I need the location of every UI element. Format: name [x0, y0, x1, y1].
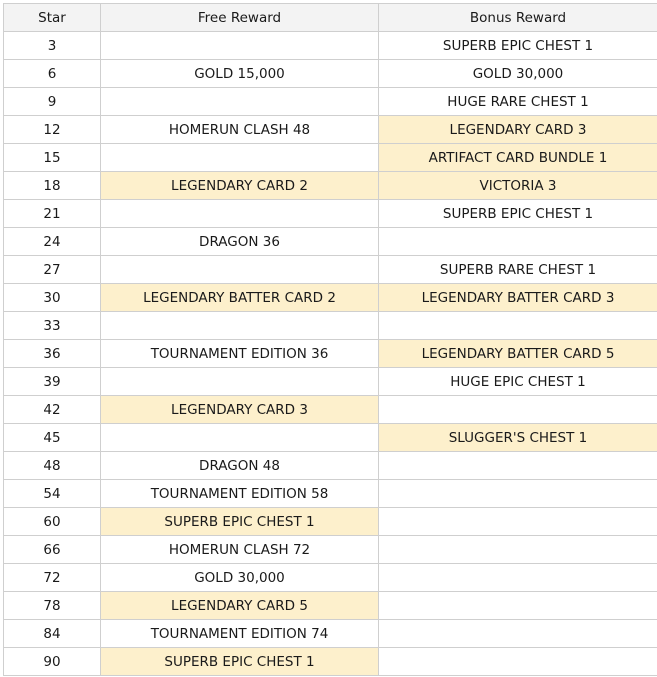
bonus-reward-cell: [379, 564, 657, 592]
header-star: Star: [4, 4, 101, 32]
star-cell: 24: [4, 228, 101, 256]
star-cell: 33: [4, 312, 101, 340]
free-reward-cell: SUPERB EPIC CHEST 1: [101, 648, 379, 676]
bonus-reward-cell: [379, 396, 657, 424]
star-cell: 21: [4, 200, 101, 228]
table-row: [4, 60, 657, 88]
free-reward-cell: [101, 144, 379, 172]
rewards-table-container: [3, 3, 657, 676]
bonus-reward-cell: [379, 480, 657, 508]
bonus-reward-cell: [379, 620, 657, 648]
star-cell: 84: [4, 620, 101, 648]
rewards-table: [3, 3, 657, 676]
star-cell: 90: [4, 648, 101, 676]
table-row: [4, 200, 657, 228]
bonus-reward-cell: [379, 536, 657, 564]
free-reward-cell: TOURNAMENT EDITION 74: [101, 620, 379, 648]
free-reward-cell: LEGENDARY CARD 2: [101, 172, 379, 200]
free-reward-cell: SUPERB EPIC CHEST 1: [101, 508, 379, 536]
free-reward-cell: LEGENDARY CARD 5: [101, 592, 379, 620]
free-reward-cell: [101, 32, 379, 60]
table-row: [4, 396, 657, 424]
table-header: [4, 4, 657, 32]
table-row: [4, 480, 657, 508]
free-reward-cell: [101, 256, 379, 284]
bonus-reward-cell: HUGE EPIC CHEST 1: [379, 368, 657, 396]
bonus-reward-cell: [379, 508, 657, 536]
free-reward-cell: LEGENDARY CARD 3: [101, 396, 379, 424]
star-cell: 12: [4, 116, 101, 144]
star-cell: 3: [4, 32, 101, 60]
star-cell: 36: [4, 340, 101, 368]
bonus-reward-cell: ARTIFACT CARD BUNDLE 1: [379, 144, 657, 172]
table-row: [4, 88, 657, 116]
free-reward-cell: [101, 424, 379, 452]
bonus-reward-cell: SUPERB RARE CHEST 1: [379, 256, 657, 284]
table-row: [4, 340, 657, 368]
bonus-reward-cell: SUPERB EPIC CHEST 1: [379, 200, 657, 228]
table-row: [4, 508, 657, 536]
bonus-reward-cell: [379, 312, 657, 340]
star-cell: 54: [4, 480, 101, 508]
free-reward-cell: [101, 312, 379, 340]
bonus-reward-cell: GOLD 30,000: [379, 60, 657, 88]
bonus-reward-cell: SUPERB EPIC CHEST 1: [379, 32, 657, 60]
header-row: [4, 4, 657, 32]
bonus-reward-cell: SLUGGER'S CHEST 1: [379, 424, 657, 452]
bonus-reward-cell: [379, 228, 657, 256]
star-cell: 72: [4, 564, 101, 592]
bonus-reward-cell: [379, 452, 657, 480]
bonus-reward-cell: VICTORIA 3: [379, 172, 657, 200]
star-cell: 39: [4, 368, 101, 396]
table-body: [4, 32, 657, 676]
header-bonus-reward: Bonus Reward: [379, 4, 657, 32]
free-reward-cell: HOMERUN CLASH 48: [101, 116, 379, 144]
star-cell: 27: [4, 256, 101, 284]
star-cell: 66: [4, 536, 101, 564]
bonus-reward-cell: [379, 648, 657, 676]
bonus-reward-cell: LEGENDARY BATTER CARD 5: [379, 340, 657, 368]
free-reward-cell: [101, 368, 379, 396]
free-reward-cell: LEGENDARY BATTER CARD 2: [101, 284, 379, 312]
table-row: [4, 144, 657, 172]
free-reward-cell: HOMERUN CLASH 72: [101, 536, 379, 564]
bonus-reward-cell: HUGE RARE CHEST 1: [379, 88, 657, 116]
table-row: [4, 284, 657, 312]
table-row: [4, 536, 657, 564]
table-row: [4, 452, 657, 480]
free-reward-cell: GOLD 30,000: [101, 564, 379, 592]
free-reward-cell: GOLD 15,000: [101, 60, 379, 88]
star-cell: 60: [4, 508, 101, 536]
bonus-reward-cell: LEGENDARY CARD 3: [379, 116, 657, 144]
free-reward-cell: DRAGON 48: [101, 452, 379, 480]
table-row: [4, 592, 657, 620]
star-cell: 78: [4, 592, 101, 620]
star-cell: 15: [4, 144, 101, 172]
table-row: [4, 368, 657, 396]
star-cell: 45: [4, 424, 101, 452]
free-reward-cell: DRAGON 36: [101, 228, 379, 256]
header-free-reward: Free Reward: [101, 4, 379, 32]
table-row: [4, 424, 657, 452]
table-row: [4, 32, 657, 60]
table-row: [4, 172, 657, 200]
free-reward-cell: [101, 88, 379, 116]
star-cell: 9: [4, 88, 101, 116]
table-row: [4, 620, 657, 648]
free-reward-cell: TOURNAMENT EDITION 36: [101, 340, 379, 368]
star-cell: 6: [4, 60, 101, 88]
bonus-reward-cell: LEGENDARY BATTER CARD 3: [379, 284, 657, 312]
table-row: [4, 116, 657, 144]
table-row: [4, 648, 657, 676]
star-cell: 48: [4, 452, 101, 480]
star-cell: 18: [4, 172, 101, 200]
table-row: [4, 256, 657, 284]
bonus-reward-cell: [379, 592, 657, 620]
star-cell: 30: [4, 284, 101, 312]
free-reward-cell: [101, 200, 379, 228]
free-reward-cell: TOURNAMENT EDITION 58: [101, 480, 379, 508]
table-row: [4, 228, 657, 256]
table-row: [4, 564, 657, 592]
table-row: [4, 312, 657, 340]
star-cell: 42: [4, 396, 101, 424]
